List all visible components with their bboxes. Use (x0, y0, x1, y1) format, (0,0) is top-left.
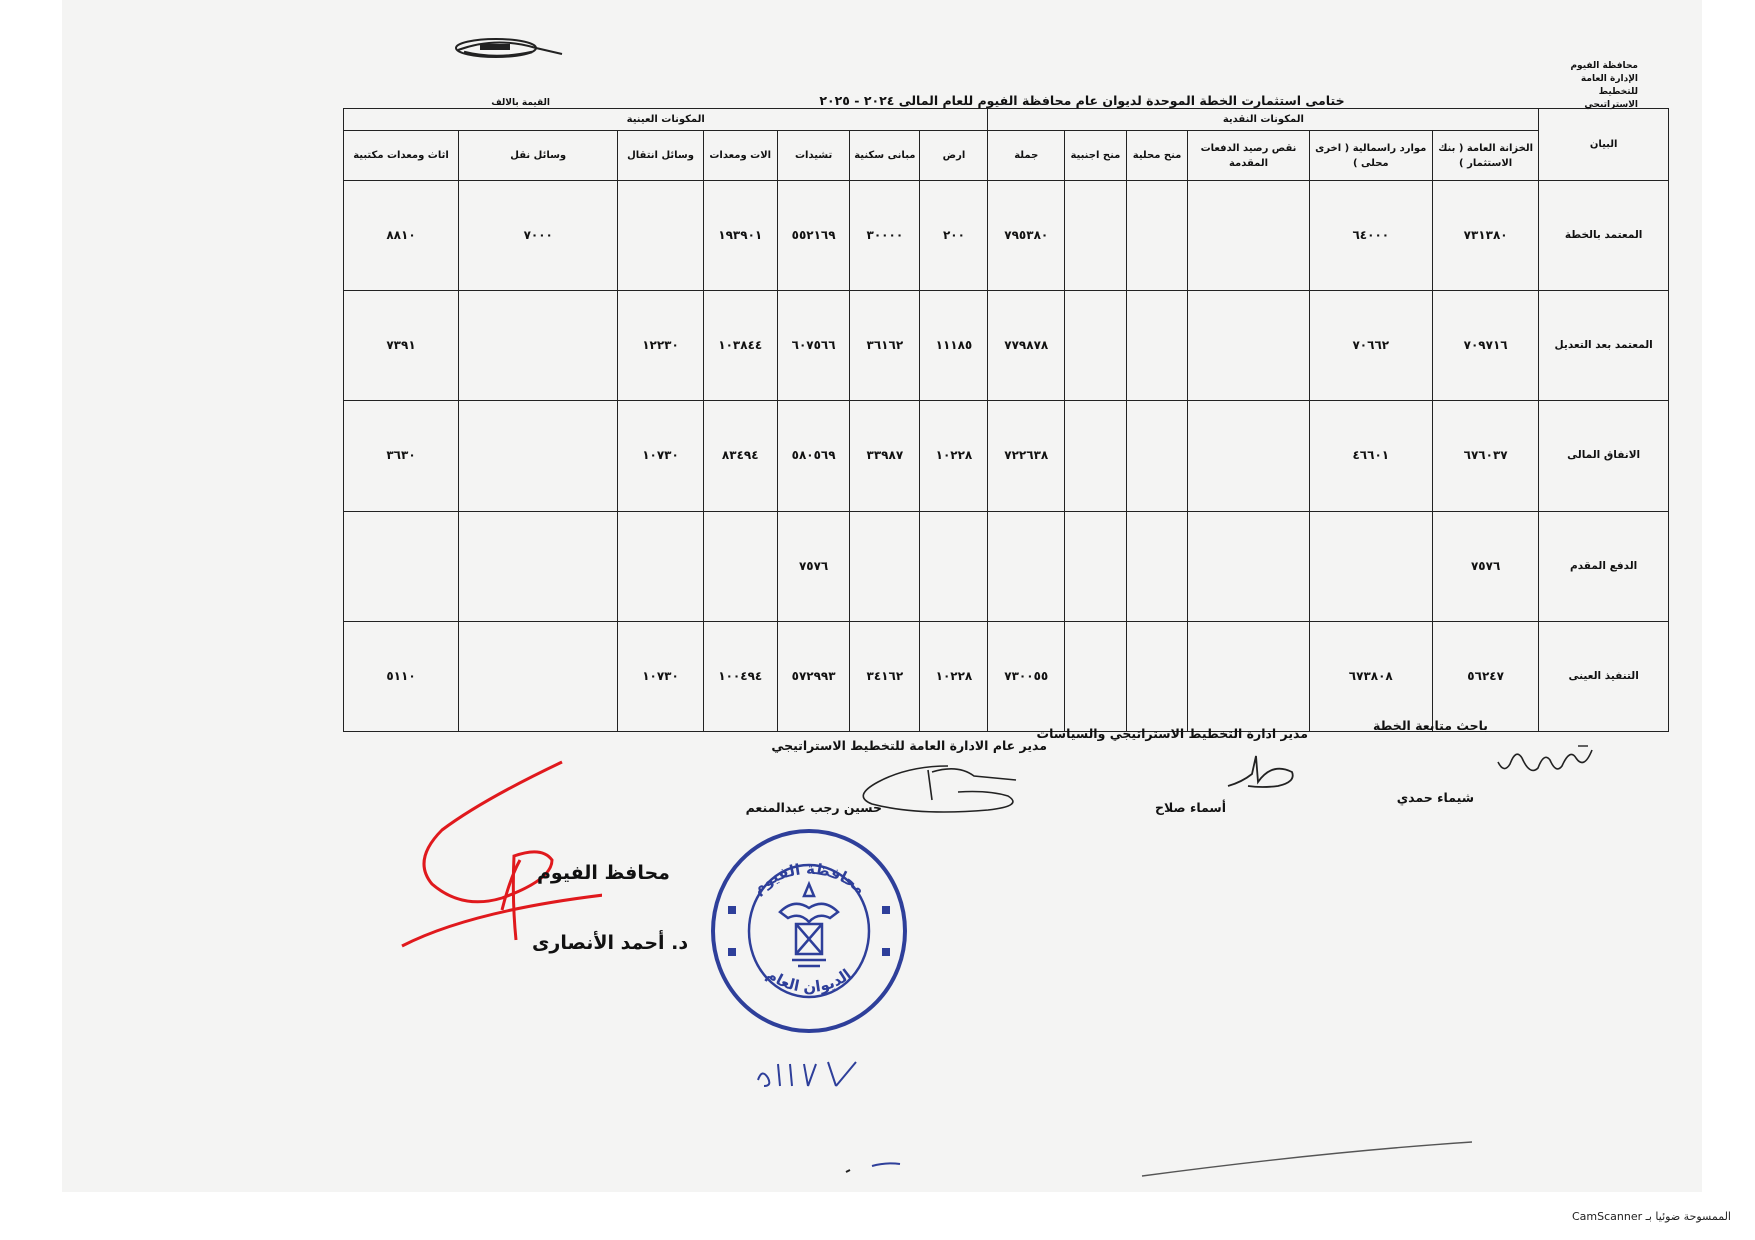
signature-icon (1222, 752, 1302, 792)
table-cell (1065, 181, 1127, 291)
camscanner-footer: الممسوحة ضوئيا بـ CamScanner (1571, 1210, 1731, 1223)
table-cell: ٢٠٠ (920, 181, 988, 291)
letterhead-line: محافظة الفيوم (1570, 61, 1638, 71)
cash-components-header: المكونات النقدية (988, 109, 1539, 131)
table-cell: ٧٠٦٦٢ (1309, 291, 1432, 401)
table-cell: ٣٤١٦٢ (850, 621, 920, 731)
group-header-row (344, 109, 1669, 131)
table-cell (988, 511, 1065, 621)
table-cell (458, 291, 617, 401)
table-cell: ٣٠٠٠٠ (850, 181, 920, 291)
table-cell (618, 181, 703, 291)
table-row (344, 291, 1669, 401)
table-cell (1126, 291, 1188, 401)
signatory-title: باحث متابعة الخطة (1373, 718, 1488, 733)
table-cell: ٧٩٥٣٨٠ (988, 181, 1065, 291)
column-header: ارض (920, 131, 988, 181)
investment-table-wrapper (343, 108, 1669, 732)
table-cell: ٦٧٣٨٠٨ (1309, 621, 1432, 731)
table-cell: ٥٨٠٥٦٩ (777, 401, 849, 511)
table-cell (1188, 621, 1309, 731)
stamp-top-text: محافظة الفيوم (748, 859, 870, 898)
letterhead-line: الإدارة العامة للتخطيط (1580, 74, 1638, 97)
scanned-page (62, 0, 1702, 1192)
table-cell (1065, 291, 1127, 401)
table-row (344, 511, 1669, 621)
table-cell: ١٩٣٩٠١ (703, 181, 777, 291)
letterhead-line: الاستراتيجي (1584, 100, 1638, 110)
column-header: وسائل انتقال (618, 131, 703, 181)
table-cell: ٧٥٧٦ (777, 511, 849, 621)
row-label: الدفع المقدم (1539, 511, 1669, 621)
table-cell (920, 511, 988, 621)
table-cell (458, 401, 617, 511)
signatory-title: مدير عام الادارة العامة للتخطيط الاستراتيجي (771, 738, 1047, 753)
table-cell: ٥٦٢٤٧ (1432, 621, 1538, 731)
table-cell: ١٢٢٣٠ (618, 291, 703, 401)
column-header: وسائل نقل (458, 131, 617, 181)
inkind-components-header: المكونات العينية (344, 109, 988, 131)
table-cell (344, 511, 459, 621)
table-cell: ٨٣٤٩٤ (703, 401, 777, 511)
signatory-name: أسماء صلاح (1155, 800, 1226, 815)
table-cell: ٥٥٢١٦٩ (777, 181, 849, 291)
table-cell: ٧٣١٣٨٠ (1432, 181, 1538, 291)
table-cell: ٦٠٧٥٦٦ (777, 291, 849, 401)
signatory-name: حسين رجب عبدالمنعم (745, 800, 882, 815)
table-cell (1126, 511, 1188, 621)
signatory-name: شيماء حمدي (1396, 790, 1474, 805)
table-cell: ٧٣٩١ (344, 291, 459, 401)
table-cell: ١٠٧٣٠ (618, 621, 703, 731)
table-cell: ٧٥٧٦ (1432, 511, 1538, 621)
table-cell: ٧٢٢٦٣٨ (988, 401, 1065, 511)
official-stamp-icon (708, 826, 910, 1036)
table-cell: ٣٦١٦٢ (850, 291, 920, 401)
table-cell (1309, 511, 1432, 621)
column-header: جملة (988, 131, 1065, 181)
table-cell: ١٠٢٢٨ (920, 401, 988, 511)
table-cell: ٧٠٠٠ (458, 181, 617, 291)
ministry-emblem-icon (444, 34, 568, 62)
stamp-bottom-text: الديوان العام (763, 965, 855, 997)
row-label: الانفاق المالى (1539, 401, 1669, 511)
table-row (344, 181, 1669, 291)
table-cell (1065, 511, 1127, 621)
table-row (344, 401, 1669, 511)
pen-line-icon (842, 1140, 1472, 1186)
value-unit-note: القيمة بالالف (491, 98, 550, 108)
table-cell: ١٠٠٤٩٤ (703, 621, 777, 731)
column-header: منح محلية (1126, 131, 1188, 181)
table-cell: ٨٨١٠ (344, 181, 459, 291)
svg-text:الديوان العام (763, 965, 854, 996)
table-cell: ٣٦٣٠ (344, 401, 459, 511)
column-header: منح اجنبية (1065, 131, 1127, 181)
signatory-title: مدير ادارة التخطيط الاستراتيجي والسياسات (1036, 726, 1308, 741)
table-cell (1065, 621, 1127, 731)
table-cell (1188, 511, 1309, 621)
governor-signature-icon (392, 760, 602, 950)
document-title: ختامى استثمارت الخطة الموحدة لديوان عام محافظة الفيوم للعام المالى ٢٠٢٤ - ٢٠٢٥ (819, 93, 1345, 108)
signature-icon (1492, 740, 1602, 780)
table-cell (1126, 621, 1188, 731)
table-cell (1126, 401, 1188, 511)
governor-title: محافظ الفيوم (537, 862, 670, 884)
table-cell (1188, 181, 1309, 291)
column-header-row (344, 131, 1669, 181)
letterhead (1560, 60, 1638, 112)
column-header: الات ومعدات (703, 131, 777, 181)
table-cell: ١٠٧٣٠ (618, 401, 703, 511)
row-label: المعتمد بالخطة (1539, 181, 1669, 291)
table-cell (458, 511, 617, 621)
table-cell: ١٠٣٨٤٤ (703, 291, 777, 401)
column-header: نقص رصيد الدفعات المقدمة (1188, 131, 1309, 181)
row-label: التنفيذ العينى (1539, 621, 1669, 731)
table-cell: ٧٧٩٨٧٨ (988, 291, 1065, 401)
table-cell (703, 511, 777, 621)
table-cell: ٥٧٢٩٩٣ (777, 621, 849, 731)
column-header: الخزانة العامة ( بنك الاستثمار ) (1432, 131, 1538, 181)
table-row (344, 621, 1669, 731)
column-header: تشيدات (777, 131, 849, 181)
table-cell (1188, 401, 1309, 511)
table-cell (850, 511, 920, 621)
table-cell (1065, 401, 1127, 511)
investment-table (343, 108, 1669, 732)
svg-text:محافظة الفيوم (749, 860, 869, 898)
table-cell: ٦٤٠٠٠ (1309, 181, 1432, 291)
table-cell: ٤٦٦٠١ (1309, 401, 1432, 511)
table-cell (1126, 181, 1188, 291)
column-header: موارد راسمالية ( اخرى محلى ) (1309, 131, 1432, 181)
table-cell: ١١١٨٥ (920, 291, 988, 401)
governor-name: د. أحمد الأنصارى (532, 932, 689, 954)
table-cell: ٧٠٩٧١٦ (1432, 291, 1538, 401)
table-cell: ٥١١٠ (344, 621, 459, 731)
table-cell: ٦٧٦٠٣٧ (1432, 401, 1538, 511)
table-cell (458, 621, 617, 731)
table-cell: ١٠٢٢٨ (920, 621, 988, 731)
handwritten-number-icon (752, 1052, 866, 1092)
column-header: اثاث ومعدات مكتبية (344, 131, 459, 181)
table-cell (618, 511, 703, 621)
row-label: المعتمد بعد التعديل (1539, 291, 1669, 401)
item-column-header: البيان (1539, 109, 1669, 181)
table-cell: ٧٣٠٠٥٥ (988, 621, 1065, 731)
table-cell: ٣٣٩٨٧ (850, 401, 920, 511)
column-header: مبانى سكنية (850, 131, 920, 181)
table-cell (1188, 291, 1309, 401)
